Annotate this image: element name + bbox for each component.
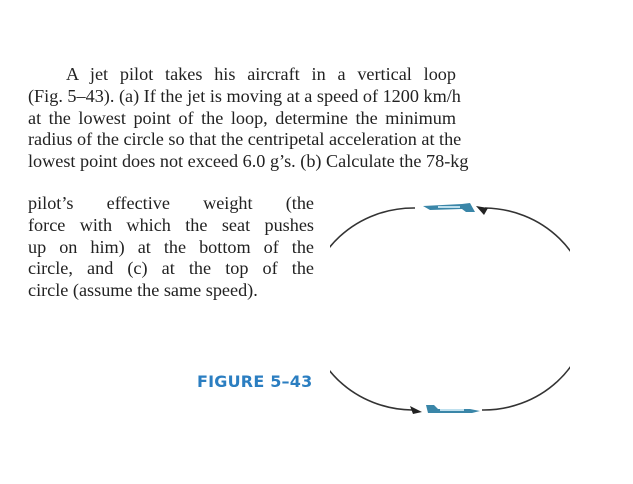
text-line: circle, and (c) at the top of the xyxy=(28,258,314,279)
text-line: pilot’s effective weight (the xyxy=(28,193,314,213)
text-line: force with which the seat pushes xyxy=(28,214,314,235)
jet-top-icon xyxy=(423,203,475,212)
text-line: lowest point does not exceed 6.0 g’s. (b) Calculate the 78-kg xyxy=(28,151,469,172)
loop-arc-left xyxy=(330,208,415,410)
loop-arc-right xyxy=(482,208,570,410)
loop-diagram xyxy=(330,190,570,430)
problem-statement xyxy=(28,64,469,173)
text-line: at the lowest point of the loop, determine the minimum xyxy=(28,107,456,128)
figure-label: FIGURE 5–43 xyxy=(197,372,313,391)
jet-bottom-icon xyxy=(426,405,480,413)
text-line: circle (assume the same speed). xyxy=(28,280,258,301)
text-line: (Fig. 5–43). (a) If the jet is moving at a speed of 1200 km/h xyxy=(28,85,461,106)
arrow-bottom-icon xyxy=(410,406,422,414)
text-line: A jet pilot takes his aircraft in a vertical loop xyxy=(66,64,456,84)
text-line: up on him) at the bottom of the xyxy=(28,236,314,257)
problem-statement-continued xyxy=(28,193,314,302)
text-line: radius of the circle so that the centripetal acceleration at the xyxy=(28,129,462,150)
